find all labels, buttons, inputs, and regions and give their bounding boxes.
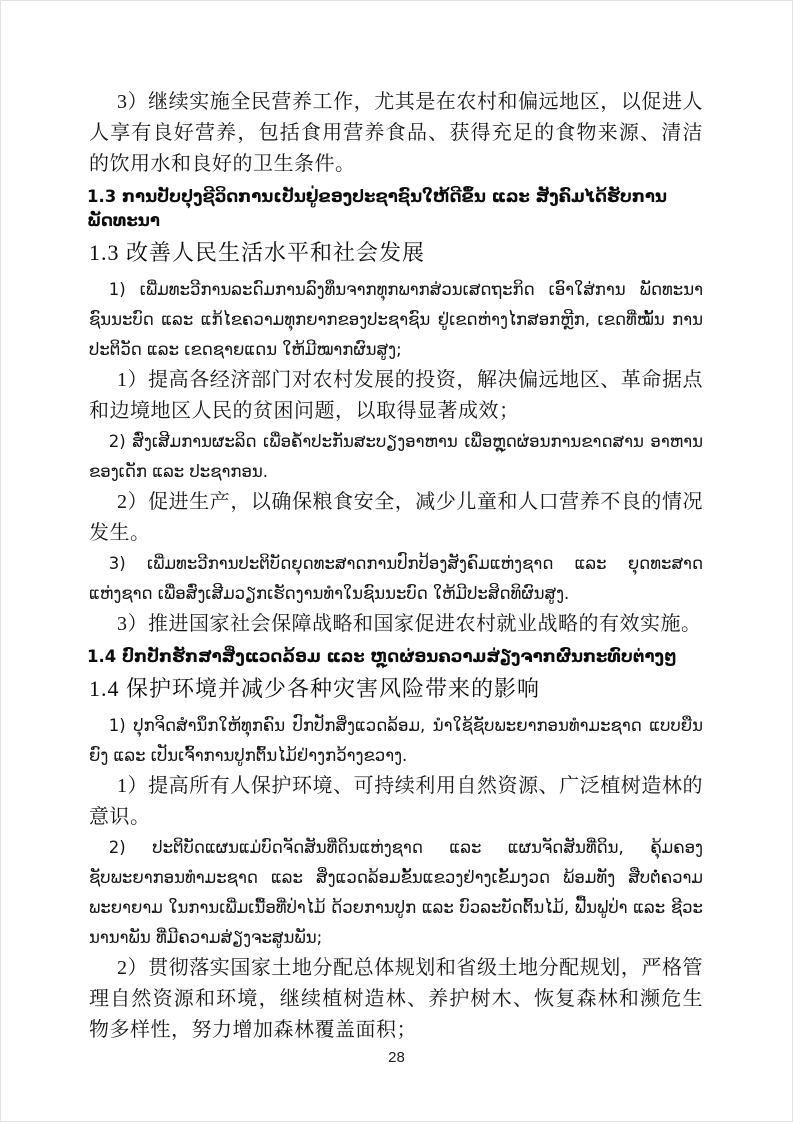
paragraph-lo-land-plan: 2) ປະຕິບັດແຜນແມ່ບົດຈັດສັນທີ່ດິນແຫ່ງຊາດ ແລະ ແຜນຈັດສັນທີ່ດິນ, ຄຸ້ມຄອງ ຊັບພະຍາກອນທຳມະຊາດ ແລະ ສິ່ງແວດລ້ອມຂັ້ນແຂວງຢ່າງເຂັ້ມງວດ ພ້ອມທັງ ສືບຕໍ່ຄວາມພະຍາຍາມ ໃນການເພີ່ມເນື້ອທີ່ປ່າໄມ້ ດ້ວຍການປູກ ແລະ ບົວລະບັດຕົ້ນໄມ້, ຟື້ນຟູປ່າ ແລະ ຊີວະນານາພັນ ທີ່ມີຄວາມສ່ຽງຈະສູນພັນ; [89, 838, 703, 947]
section-heading-zh-1-3: 1.3 改善人民生活水平和社会发展 [89, 240, 426, 265]
paragraph-zh-env-awareness: 1）提高所有人保护环境、可持续利用自然资源、广泛植树造林的意识。 [89, 775, 703, 828]
section-heading-zh-1-4: 1.4 保护环境并减少各种灾害风险带来的影响 [89, 676, 541, 701]
paragraph-zh-1-investment: 1）提高各经济部门对农村发展的投资，解决偏远地区、革命据点和边境地区人民的贫困问题，以取得显著成效； [89, 369, 703, 422]
paragraph-lo-1-investment: 1) ເພີ່ມທະວີການລະດົມການລົງທຶນຈາກທຸກພາກສ່ວນເສດຖະກິດ ເອົາໃສ່ການ ພັດທະນາຊົນນະບົດ ແລະ ແກ້ໄຂຄວາມທຸກຍາກຂອງປະຊາຊົນ ຢູ່ເຂດຫ່າງໄກສອກຫຼີກ, ເຂດທີ່ໝັ້ນ ການປະຕິວັດ ແລະ ເຂດຊາຍແດນ ໃຫ້ມີໝາກຜົນສູງ; [89, 280, 703, 359]
paragraph-zh-3-social: 3）推进国家社会保障战略和国家促进农村就业战略的有效实施。 [117, 613, 702, 635]
paragraph-zh-nutrition: 3）继续实施全民营养工作，尤其是在农村和偏远地区，以促进人人享有良好营养，包括食用营养食品、获得充足的食物来源、清洁的饮用水和良好的卫生条件。 [89, 91, 703, 175]
page-number: 28 [388, 1049, 405, 1066]
paragraph-lo-env-awareness: 1) ປຸກຈິດສຳນຶກໃຫ້ທຸກຄົນ ປົກປັກສິ່ງແວດລ້ອມ, ນຳໃຊ້ຊັບພະຍາກອນທຳມະຊາດ ແບບຍືນຍົງ ແລະ ເປັນເຈົ້າການປູກຕົ້ນໄມ້ຢ່າງກວ້າງຂວາງ. [89, 716, 703, 765]
paragraph-zh-2-production: 2）促进生产，以确保粮食安全，减少儿童和人口营养不良的情况发生。 [89, 491, 703, 544]
section-heading-lo-1-3: 1.3 ການປັບປຸງຊີວິດການເປັນຢູ່ຂອງປະຊາຊົນໃຫ້ດີຂຶ້ນ ແລະ ສັງຄົມໄດ້ຮັບການພັດທະນາ [87, 187, 667, 230]
section-heading-lo-1-4: 1.4 ປົກປັກຮັກສາສິ່ງແວດລ້ອມ ແລະ ຫຼຸດຜ່ອນຄວາມສ່ຽງຈາກຜົນກະທົບຕ່າງໆ [87, 647, 677, 666]
paragraph-lo-3-social: 3) ເພີ່ມທະວີການປະຕິບັດຍຸດທະສາດການປົກປ້ອງສັງຄົມແຫ່ງຊາດ ແລະ ຍຸດທະສາດ ແຫ່ງຊາດ ເພື່ອສົ່ງເສີມວຽກເຮັດງານທຳໃນຊົນນະບົດ ໃຫ້ມີປະສິດທິຜົນສູງ. [89, 554, 703, 603]
paragraph-lo-2-production: 2) ສົ່ງເສີມການຜະລິດ ເພື່ອຄໍ້າປະກັນສະບຽງອາຫານ ເພື່ອຫຼຸດຜ່ອນການຂາດສານ ອາຫານ ຂອງເດັກ ແລະ ປະຊາກອນ. [89, 432, 703, 481]
paragraph-zh-land-plan: 2）贯彻落实国家土地分配总体规划和省级土地分配规划，严格管理自然资源和环境，继续植树造林、养护树木、恢复森林和濒危生物多样性，努力增加森林覆盖面积； [89, 957, 703, 1041]
